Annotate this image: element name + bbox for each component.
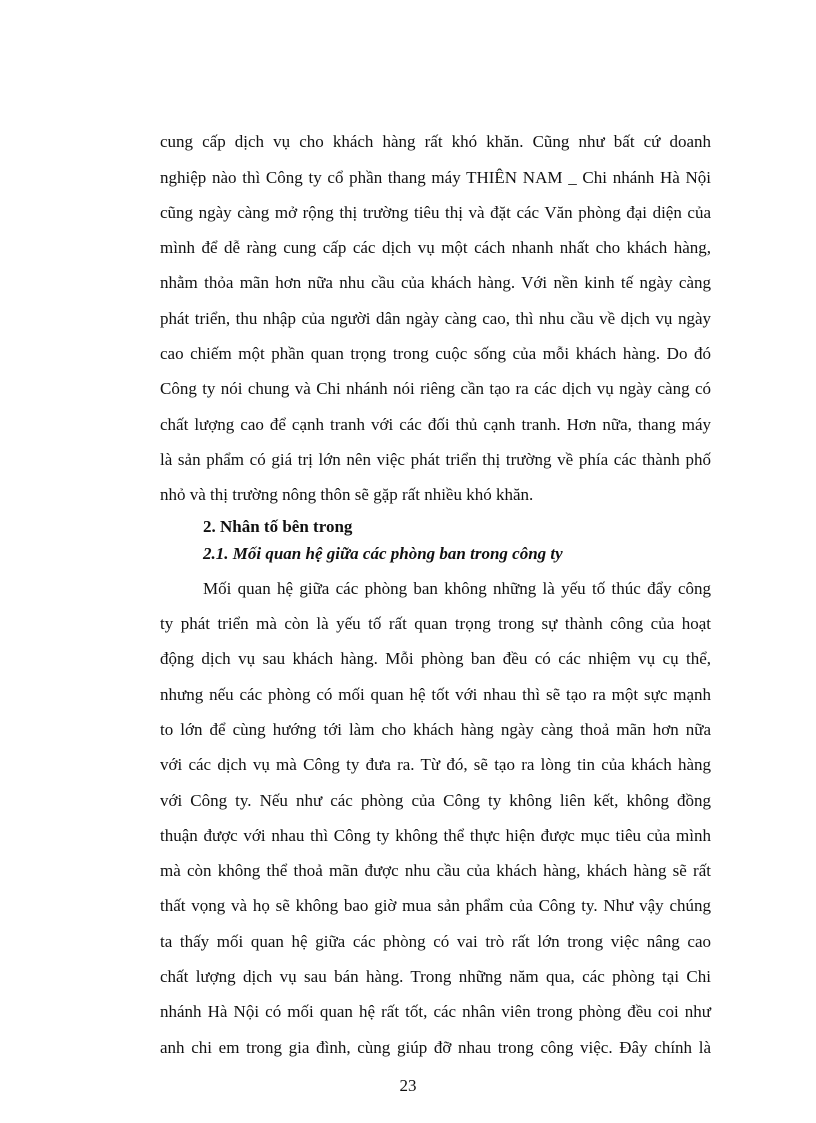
- paragraph-2-line: nhưng nếu các phòng có mối quan hệ tốt với nhau thì sẽ tạo ra một sực mạnh: [160, 685, 711, 704]
- paragraph-2-line: chất lượng dịch vụ sau bán hàng. Trong những năm qua, các phòng tại Chi: [160, 967, 711, 986]
- section-heading: 2. Nhân tố bên trong: [203, 517, 353, 536]
- paragraph-1-line: là sản phẩm có giá trị lớn nên việc phát triển thị trường về phía các thành phố: [160, 450, 711, 469]
- paragraph-2-line: ta thấy mối quan hệ giữa các phòng có vai trò rất lớn trong việc nâng cao: [160, 932, 711, 951]
- subsection-heading: 2.1. Mối quan hệ giữa các phòng ban trong công ty: [203, 544, 563, 563]
- paragraph-2-line: thất vọng và họ sẽ không bao giờ mua sản phẩm của Công ty. Như vậy chúng: [160, 896, 711, 915]
- paragraph-1-line: cao chiếm một phần quan trọng trong cuộc sống của mỗi khách hàng. Do đó: [160, 344, 711, 363]
- paragraph-2-line: mà còn không thể thoả mãn được nhu cầu của khách hàng, khách hàng sẽ rất: [160, 861, 711, 880]
- paragraph-1-line: Công ty nói chung và Chi nhánh nói riêng cần tạo ra các dịch vụ ngày càng có: [160, 379, 711, 398]
- paragraph-2-line: động dịch vụ sau khách hàng. Mỗi phòng ban đều có các nhiệm vụ cụ thể,: [160, 649, 711, 668]
- paragraph-2-line: ty phát triển mà còn là yếu tố rất quan trọng trong sự thành công của hoạt: [160, 614, 711, 633]
- paragraph-1-line: nhỏ và thị trường nông thôn sẽ gặp rất nhiều khó khăn.: [160, 485, 534, 504]
- paragraph-1-line: cung cấp dịch vụ cho khách hàng rất khó khăn. Cũng như bất cứ doanh: [160, 132, 711, 151]
- paragraph-2-line: với Công ty. Nếu như các phòng của Công ty không liên kết, không đồng: [160, 791, 711, 810]
- paragraph-2-line: anh chi em trong gia đình, cùng giúp đỡ nhau trong công việc. Đây chính là: [160, 1038, 711, 1057]
- paragraph-1-line: phát triển, thu nhập của người dân ngày càng cao, thì nhu cầu về dịch vụ ngày: [160, 309, 711, 328]
- paragraph-1-line: chất lượng cao để cạnh tranh với các đối thủ cạnh tranh. Hơn nữa, thang máy: [160, 415, 711, 434]
- paragraph-1-line: cũng ngày càng mở rộng thị trường tiêu thị và đặt các Văn phòng đại diện của: [160, 203, 711, 222]
- paragraph-2-line: với các dịch vụ mà Công ty đưa ra. Từ đó, sẽ tạo ra lòng tin của khách hàng: [160, 755, 711, 774]
- paragraph-2-line: to lớn để cùng hướng tới làm cho khách hàng ngày càng thoả mãn hơn nữa: [160, 720, 711, 739]
- paragraph-2-line: thuận được với nhau thì Công ty không thể thực hiện được mục tiêu của mình: [160, 826, 711, 845]
- paragraph-2-line: Mối quan hệ giữa các phòng ban không những là yếu tố thúc đẩy công: [203, 579, 711, 598]
- paragraph-1-line: nhằm thỏa mãn hơn nữa nhu cầu của khách hàng. Với nền kinh tế ngày càng: [160, 273, 711, 292]
- paragraph-1-line: nghiệp nào thì Công ty cổ phần thang máy THIÊN NAM _ Chi nhánh Hà Nội: [160, 168, 711, 187]
- page-number: 23: [399, 1076, 417, 1095]
- paragraph-1-line: mình để dễ ràng cung cấp các dịch vụ một cách nhanh nhất cho khách hàng,: [160, 238, 711, 257]
- paragraph-2-line: nhánh Hà Nội có mối quan hệ rất tốt, các nhân viên trong phòng đều coi như: [160, 1002, 711, 1021]
